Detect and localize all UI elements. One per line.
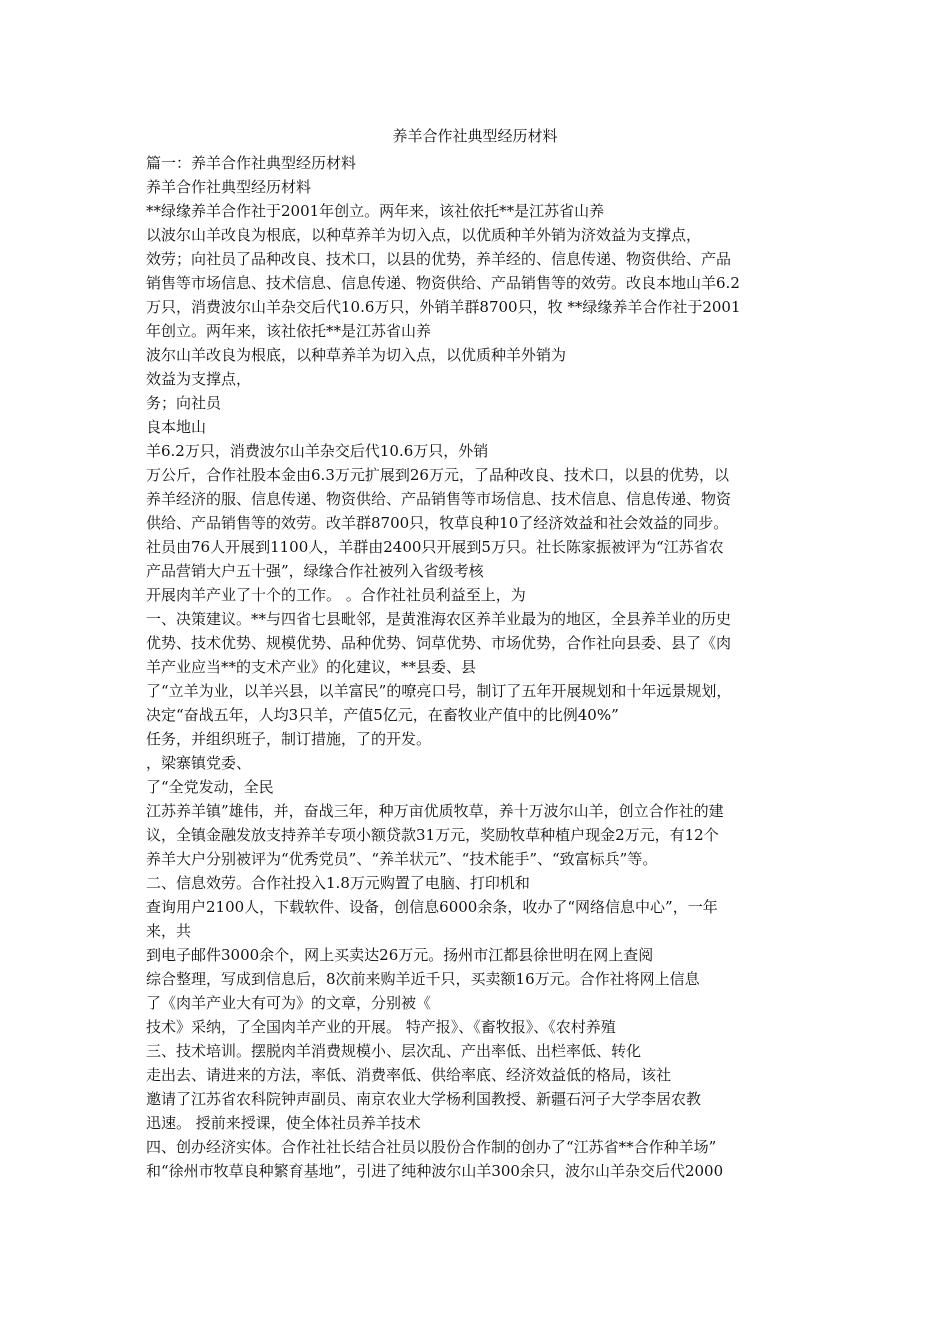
text-line: **绿缘养羊合作社于2001年创立。两年来，该社依托**是江苏省山养 bbox=[146, 202, 605, 220]
text-line: 了《肉羊产业大有可为》的文章，分别被《 bbox=[146, 994, 432, 1012]
text-line: 江苏养羊镇”雄伟，并，奋战三年，种万亩优质牧草，养十万波尔山羊，创立合作社的建 bbox=[146, 802, 724, 820]
text-line: 销售等市场信息、技术信息、信息传递、物资供给、产品销售等的效劳。改良本地山羊6.2 bbox=[146, 274, 740, 292]
text-line: 四、创办经济实体。合作社社长结合社员以股份合作制的创办了“江苏省**合作种羊场” bbox=[146, 1138, 717, 1156]
text-line: 以波尔山羊改良为根底，以种草养羊为切入点，以优质种羊外销为济效益为支撑点， bbox=[146, 226, 702, 244]
text-line: 养羊经济的服、信息传递、物资供给、产品销售等市场信息、技术信息、信息传递、物资 bbox=[146, 490, 732, 508]
text-line: 任务，并组织班子，制订措施，了的开发。 bbox=[146, 730, 432, 748]
text-line: 来，共 bbox=[146, 922, 192, 940]
text-line: 查询用户2100人，下载软件、设备，创信息6000余条，收办了“网络信息中心”，一年 bbox=[146, 898, 718, 916]
text-line: 羊6.2万只，消费波尔山羊杂交后代10.6万只，外销 bbox=[146, 442, 489, 460]
text-line: 邀请了江苏省农科院钟声副员、南京农业大学杨利国教授、新疆石河子大学李居农教 bbox=[146, 1090, 702, 1108]
text-line: 了“全党发动，全民 bbox=[146, 778, 274, 796]
text-line: 效益为支撑点， bbox=[146, 370, 252, 388]
text-line: 年创立。两年来，该社依托**是江苏省山养 bbox=[146, 322, 432, 340]
text-line: 技术》采纳，了全国肉羊产业的开展。 特产报》、《畜牧报》、《农村养殖 bbox=[146, 1018, 616, 1036]
text-line: 篇一：养羊合作社典型经历材料 bbox=[146, 154, 357, 172]
text-line: 供给、产品销售等的效劳。改羊群8700只，牧草良种10了经济效益和社会效益的同步。 bbox=[146, 514, 729, 532]
text-line: 万公斤，合作社股本金由6.3万元扩展到26万元，了品种改良、技术口，以县的优势，以 bbox=[146, 466, 729, 484]
text-line: 养羊合作社典型经历材料 bbox=[146, 178, 312, 196]
text-line: 到电子邮件3000余个，网上买卖达26万元。扬州市江都县徐世明在网上查阅 bbox=[146, 946, 654, 964]
text-line: 良本地山 bbox=[146, 418, 207, 436]
text-line: 效劳；向社员了品种改良、技术口，以县的优势，养羊经的、信息传递、物资供给、产品 bbox=[146, 250, 732, 268]
text-line: 和“徐州市牧草良种繁育基地”，引进了纯种波尔山羊300余只，波尔山羊杂交后代2000 bbox=[146, 1162, 724, 1180]
text-line: 二、信息效劳。合作社投入1.8万元购置了电脑、打印机和 bbox=[146, 874, 530, 892]
text-line: 波尔山羊改良为根底，以种草养羊为切入点，以优质种羊外销为 bbox=[146, 346, 567, 364]
text-line: 决定“奋战五年，人均3只羊，产值5亿元，在畜牧业产值中的比例40%” bbox=[146, 706, 619, 724]
text-line: 务；向社员 bbox=[146, 394, 222, 412]
text-line: 议，全镇金融发放支持养羊专项小额贷款31万元，奖励牧草种植户现金2万元，有12个 bbox=[146, 826, 719, 844]
document-title: 养羊合作社典型经历材料 bbox=[392, 127, 558, 145]
text-line: 综合整理，写成到信息后，8次前来购羊近千只，买卖额16万元。合作社将网上信息 bbox=[146, 970, 700, 988]
text-line: 羊产业应当**的支术产业》的化建议，**县委、县 bbox=[146, 658, 477, 676]
text-line: ，梁寨镇党委、 bbox=[146, 754, 252, 772]
text-line: 养羊大户分别被评为“优秀党员”、“养羊状元”、“技术能手”、“致富标兵”等。 bbox=[146, 850, 658, 868]
text-line: 社员由76人开展到1100人，羊群由2400只开展到5万只。社长陈家振被评为“江苏省农 bbox=[146, 538, 724, 556]
text-line: 了“立羊为业，以羊兴县，以羊富民”的嘹亮口号，制订了五年开展规划和十年远景规划， bbox=[146, 682, 732, 700]
text-line: 走出去、请进来的方法，率低、消费率低、供给率底、经济效益低的格局，该社 bbox=[146, 1066, 672, 1084]
text-line: 三、技术培训。摆脱肉羊消费规模小、层次乱、产出率低、出栏率低、转化 bbox=[146, 1042, 642, 1060]
text-line: 万只，消费波尔山羊杂交后代10.6万只，外销羊群8700只，牧 **绿缘养羊合作社于2001 bbox=[146, 298, 741, 316]
text-line: 优势、技术优势、规模优势、品种优势、饲草优势、市场优势，合作社向县委、县了《肉 bbox=[146, 634, 732, 652]
text-line: 迅速。 授前来授课，使全体社员养羊技术 bbox=[146, 1114, 421, 1132]
text-line: 产品营销大户五十强”，绿缘合作社被列入省级考核 bbox=[146, 562, 484, 580]
text-line: 开展肉羊产业了十个的工作。 。合作社社员利益至上，为 bbox=[146, 586, 526, 604]
document-body bbox=[146, 151, 818, 1183]
text-line: 一、决策建议。**与四省七县毗邻，是黄淮海农区养羊业最为的地区，全县养羊业的历史 bbox=[146, 610, 732, 628]
